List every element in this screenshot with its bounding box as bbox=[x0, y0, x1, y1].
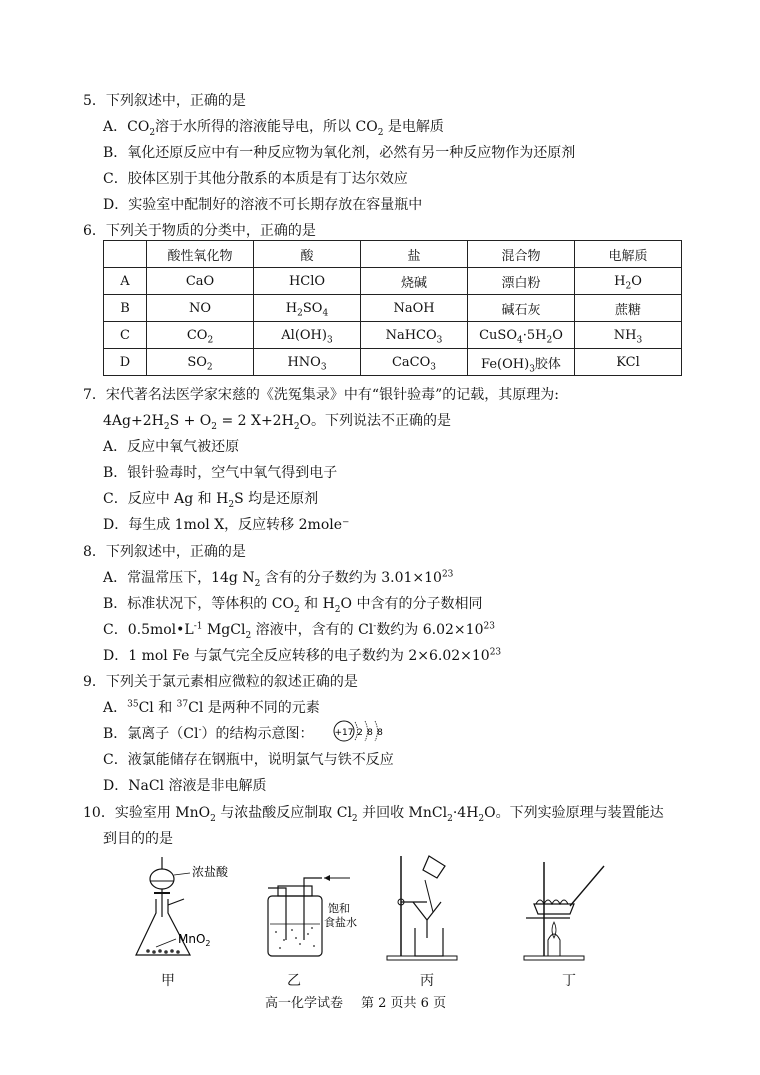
q8-option-a: A．常温常压下，14g $N_2$ 含有的分子数约为 $3.01\times 10^{23}$ bbox=[103, 569, 454, 589]
row-label: A bbox=[104, 268, 147, 295]
table-cell: NaHCO$_3$ bbox=[361, 322, 468, 349]
page-footer bbox=[265, 992, 464, 1011]
table-cell: 蔗糖 bbox=[575, 295, 682, 322]
q9-stem: 9．下列关于氯元素相应微粒的叙述正确的是 bbox=[83, 674, 358, 690]
table-cell: NO bbox=[147, 295, 254, 322]
q8-option-d: D．1 mol Fe 与氯气完全反应转移的电子数约为 $2\times 6.02\times 10^{23}$ bbox=[103, 647, 502, 664]
apparatus-ding bbox=[520, 856, 610, 962]
nucleus-charge: +17 bbox=[334, 728, 354, 738]
chloride-ion-structure-diagram bbox=[332, 718, 392, 744]
q7-option-a: A．反应中氧气被还原 bbox=[103, 439, 240, 455]
table-header-cell bbox=[104, 241, 147, 268]
table-cell: $H_2SO_4$ bbox=[254, 295, 361, 322]
table-header-cell: 酸性氧化物 bbox=[147, 241, 254, 268]
apparatus-yi bbox=[262, 870, 372, 960]
q7-option-b: B．银针验毒时，空气中氧气得到电子 bbox=[103, 465, 338, 481]
table-cell: $HNO_3$ bbox=[254, 349, 361, 376]
liquid-label-line2: 食盐水 bbox=[324, 916, 357, 929]
q9-option-b: B．氯离子（Cl-）的结构示意图： bbox=[103, 725, 314, 742]
apparatus-label-yi: 乙 bbox=[287, 973, 301, 989]
apparatus-label-bing: 丙 bbox=[420, 973, 434, 989]
q9-option-c: C．液氯能储存在钢瓶中，说明氯气与铁不反应 bbox=[103, 752, 394, 768]
table-row bbox=[104, 295, 682, 322]
q10-stem: 10．实验室用 MnO$_2$ 与浓盐酸反应制取 $Cl_2$ 并回收 $MnCl_2\cdot 4H_2O$。下列实验原理与装置能达 bbox=[83, 805, 664, 824]
table-cell: $CO_2$ bbox=[147, 322, 254, 349]
table-cell: HClO bbox=[254, 268, 361, 295]
table-header-cell: 混合物 bbox=[468, 241, 575, 268]
q6-stem: 6．下列关于物质的分类中，正确的是 bbox=[83, 223, 316, 239]
q5-option-b: B．氧化还原反应中有一种反应物为氧化剂，必然有另一种反应物作为还原剂 bbox=[103, 145, 576, 161]
apparatus-label-jia: 甲 bbox=[161, 973, 175, 989]
q7-option-d: D．每生成 1mol X，反应转移 2mole⁻ bbox=[103, 517, 350, 533]
footer-page-number: 第 2 页共 6 页 bbox=[361, 996, 447, 1011]
shell-electrons: 8 bbox=[367, 728, 373, 738]
q8-option-b: B．标准状况下，等体积的 $CO_2$ 和 $H_2O$ 中含有的分子数相同 bbox=[103, 596, 483, 615]
liquid-label-line1: 饱和 bbox=[328, 902, 350, 915]
apparatus-bing bbox=[383, 852, 473, 962]
table-cell: $NH_3$ bbox=[575, 322, 682, 349]
q10-stem-line2: 到目的的是 bbox=[103, 831, 173, 847]
shell-electrons: 8 bbox=[377, 728, 383, 738]
q8-option-c: C．$0.5mol•L^{-1}$ MgCl$_2$ 溶液中，含有的 Cl-数约为 $6.02\times 10^{23}$ bbox=[103, 621, 495, 641]
table-cell: NaOH bbox=[361, 295, 468, 322]
table-header-cell: 盐 bbox=[361, 241, 468, 268]
table-cell: $CuSO_4\cdot 5H_2O$ bbox=[468, 322, 575, 349]
row-label: C bbox=[104, 322, 147, 349]
table-cell: CaO bbox=[147, 268, 254, 295]
q9-option-a: A．$^{35}$Cl 和 $^{37}$Cl 是两种不同的元素 bbox=[103, 699, 320, 716]
q5-option-c: C．胶体区别于其他分散系的本质是有丁达尔效应 bbox=[103, 171, 408, 187]
q7-option-c: C．反应中 Ag 和 $H_2S$ 均是还原剂 bbox=[103, 491, 319, 510]
q5-stem: 5．下列叙述中，正确的是 bbox=[83, 93, 246, 109]
acid-label: 浓盐酸 bbox=[192, 865, 229, 879]
table-cell: $SO_2$ bbox=[147, 349, 254, 376]
table-row bbox=[104, 349, 682, 376]
solid-label: MnO$_2$ bbox=[178, 932, 211, 948]
q9-option-d: D．NaCl 溶液是非电解质 bbox=[103, 778, 267, 794]
q7-stem: 7．宋代著名法医学家宋慈的《洗冤集录》中有“银针验毒”的记载，其原理为: bbox=[83, 387, 559, 403]
classification-table bbox=[103, 240, 682, 376]
row-label: B bbox=[104, 295, 147, 322]
table-cell: $H_2O$ bbox=[575, 268, 682, 295]
row-label: D bbox=[104, 349, 147, 376]
table-cell: KCl bbox=[575, 349, 682, 376]
table-cell: CaCO$_3$ bbox=[361, 349, 468, 376]
table-row bbox=[104, 322, 682, 349]
apparatus-label-ding: 丁 bbox=[562, 973, 576, 989]
q5-option-a: A．$CO_2$溶于水所得的溶液能导电，所以 $CO_2$ 是电解质 bbox=[103, 119, 444, 138]
q5-option-d: D．实验室中配制好的溶液不可长期存放在容量瓶中 bbox=[103, 197, 423, 213]
table-header-cell: 电解质 bbox=[575, 241, 682, 268]
q7-equation: $4Ag+2H_2S + O_2 = 2$ $X+2H_2O$。下列说法不正确的是 bbox=[103, 413, 452, 432]
table-cell: 烧碱 bbox=[361, 268, 468, 295]
apparatus-jia bbox=[128, 855, 238, 965]
footer-title: 高一化学试卷 bbox=[265, 996, 344, 1011]
table-header-cell: 酸 bbox=[254, 241, 361, 268]
table-cell: 碱石灰 bbox=[468, 295, 575, 322]
q8-stem: 8．下列叙述中，正确的是 bbox=[83, 544, 246, 560]
table-cell: $Al(OH)_3$ bbox=[254, 322, 361, 349]
table-cell: 漂白粉 bbox=[468, 268, 575, 295]
table-cell: $Fe(OH)_3$胶体 bbox=[468, 349, 575, 376]
table-row bbox=[104, 268, 682, 295]
table-header-row bbox=[104, 241, 682, 268]
shell-electrons: 2 bbox=[357, 728, 363, 738]
